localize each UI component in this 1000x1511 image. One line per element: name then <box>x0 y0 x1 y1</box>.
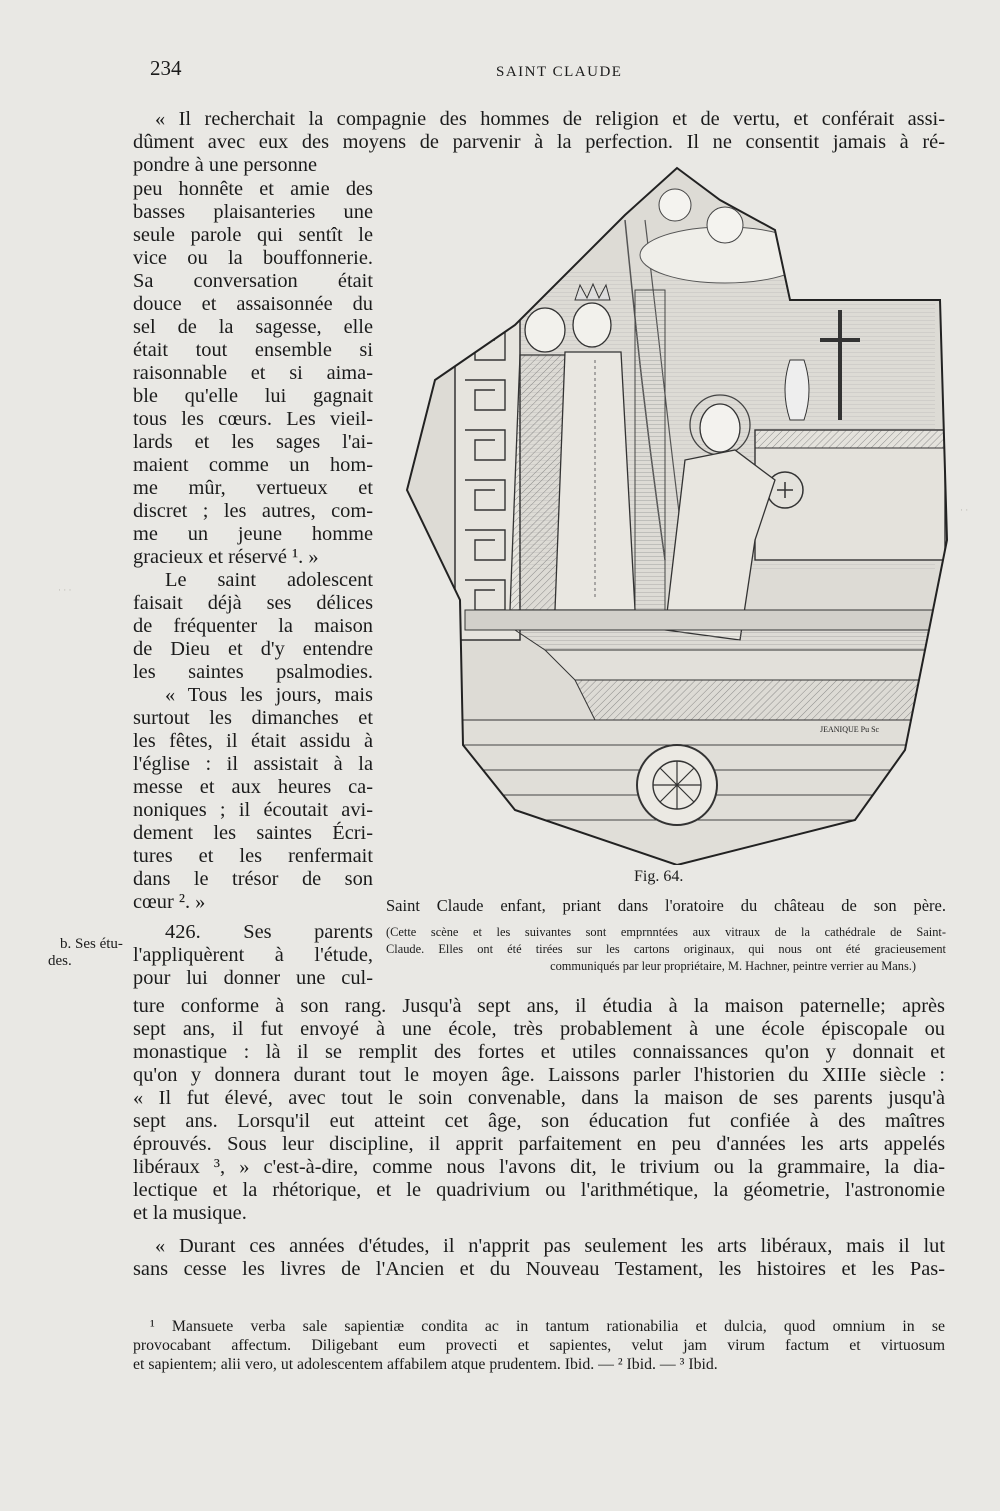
margin-note: b. Ses étu- <box>60 936 123 952</box>
body-line: « Il recherchait la compagnie des hommes de religion et de vertu, et conférait assi- <box>155 108 945 130</box>
figure-note-line: communiqués par leur propriétaire, M. Hachner, peintre verrier au Mans.) <box>550 959 916 973</box>
engraver-signature: JEANIQUE Pu Sc <box>820 725 880 734</box>
figure-caption: Saint Claude enfant, priant dans l'oratoire du château de son père. <box>386 896 946 915</box>
body-line: ture conforme à son rang. Jusqu'à sept ans, il étudia à la maison paternelle; après <box>133 995 945 1017</box>
column-line: tures et les renfermait <box>133 845 373 867</box>
column-line: l'église : il assistait à la <box>133 753 373 775</box>
body-line: sept ans. Lorsqu'il eut atteint cet âge, son éducation fut confiée à des maîtres <box>133 1110 945 1132</box>
column-line: raisonnable et si aima- <box>133 362 373 384</box>
column-line: dement les saintes Écri- <box>133 822 373 844</box>
body-line: « Il fut élevé, avec tout le soin convenable, dans la maison de ses parents jusqu'à <box>133 1087 945 1109</box>
column-line: peu honnête et amie des <box>133 178 373 200</box>
column-line: me un jeune homme <box>133 523 373 545</box>
body-line: « Durant ces années d'études, il n'apprit pas seulement les arts libéraux, mais il lut <box>155 1235 945 1257</box>
footnote-line: et sapientem; alii vero, ut adolescentem affabilem atque prudentem. Ibid. — ² Ibid. — ³ Ibid. <box>133 1356 718 1373</box>
column-line: sel de la sagesse, elle <box>133 316 373 338</box>
figure-number: Fig. 64. <box>634 868 684 885</box>
column-line: l'appliquèrent à l'étude, <box>133 944 373 966</box>
body-line: sept ans, il fut envoyé à une école, très probablement à une école épiscopale ou <box>133 1018 945 1040</box>
body-line: éprouvés. Sous leur discipline, il apprit parfaitement en peu d'années les arts appelés <box>133 1133 945 1155</box>
column-line: me mûr, vertueux et <box>133 477 373 499</box>
column-line: tous les cœurs. Les vieil- <box>133 408 373 430</box>
column-line: douce et assaisonnée du <box>133 293 373 315</box>
column-line: 426. Ses parents <box>165 921 373 943</box>
column-line: noniques ; il écoutait avi- <box>133 799 373 821</box>
body-line: sans cesse les livres de l'Ancien et du Nouveau Testament, les histoires et les Pas- <box>133 1258 945 1280</box>
body-line: libéraux ³, » c'est-à-dire, comme nous l'avons dit, le trivium ou la grammaire, la dia- <box>133 1156 945 1178</box>
column-line: pour lui donner une cul- <box>133 967 373 989</box>
column-line: les fêtes, il était assidu à <box>133 730 373 752</box>
column-line: surtout les dimanches et <box>133 707 373 729</box>
column-line: lards et les sages l'ai- <box>133 431 373 453</box>
column-line: « Tous les jours, mais <box>165 684 373 706</box>
figure-note-line: (Cette scène et les suivantes sont emprnntées aux vitraux de la cathédrale de Saint- <box>386 925 946 939</box>
column-line: faisait déjà ses délices <box>133 592 373 614</box>
column-line: seule parole qui sentît le <box>133 224 373 246</box>
column-line: cœur ². » <box>133 891 206 913</box>
column-line: discret ; les autres, com- <box>133 500 373 522</box>
running-title: SAINT CLAUDE <box>496 64 623 80</box>
figure-note-line: Claude. Elles ont été tirées sur les cartons originaux, qui nous ont été gracieusement <box>386 942 946 956</box>
column-line: gracieux et réservé ¹. » <box>133 546 319 568</box>
column-line: Sa conversation était <box>133 270 373 292</box>
body-line: et la musique. <box>133 1202 247 1224</box>
column-line: de fréquenter la maison <box>133 615 373 637</box>
stained-glass-illustration <box>395 160 960 865</box>
column-line: était tout ensemble si <box>133 339 373 361</box>
footnote-line: provocabant affectum. Diligebant eum provecti et sapientes, velut jam virum factum et virtuosum <box>133 1337 945 1354</box>
column-line: Le saint adolescent <box>165 569 373 591</box>
body-line: monastique : là il se remplit des fortes et utiles connaissances qu'on y donnait et <box>133 1041 945 1063</box>
page-number: 234 <box>150 56 182 80</box>
column-line: basses plaisanteries une <box>133 201 373 223</box>
footnote-line: ¹ Mansuete verba sale sapientiæ condita ac in tantum rationabilia et dulcia, quod omnium in se <box>150 1318 945 1335</box>
column-line: vice ou la bouffonnerie. <box>133 247 373 269</box>
column-line: de Dieu et d'y entendre <box>133 638 373 660</box>
body-line: dûment avec eux des moyens de parvenir à la perfection. Il ne consentit jamais à ré- <box>133 131 945 153</box>
bleed-through-mark: · · <box>960 505 969 515</box>
body-line: qu'on y donnera durant tout le moyen âge. Laissons parler l'historien du XIIIe siècle : <box>133 1064 945 1086</box>
column-line: messe et aux heures ca- <box>133 776 373 798</box>
body-line: lectique et la rhétorique, et le quadrivium ou l'arithmétique, la géometrie, l'astronomie <box>133 1179 945 1201</box>
column-line: ble qu'elle lui gagnait <box>133 385 373 407</box>
column-line: maient comme un hom- <box>133 454 373 476</box>
bleed-through-mark: · · · <box>58 585 72 595</box>
margin-note: des. <box>48 953 72 969</box>
column-line: dans le trésor de son <box>133 868 373 890</box>
body-line: pondre à une personne <box>133 154 318 176</box>
column-line: les saintes psalmodies. <box>133 661 373 683</box>
